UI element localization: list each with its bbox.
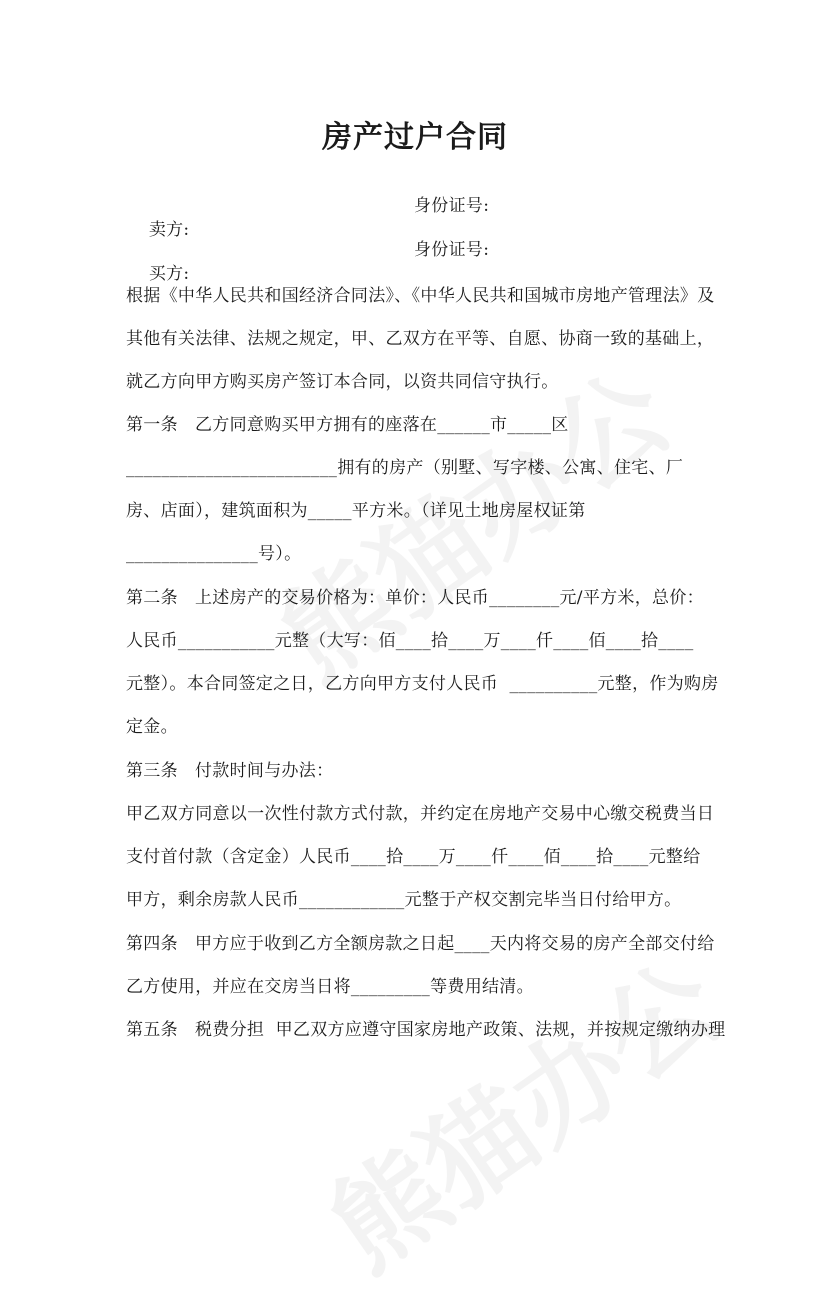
article-5: 第五条 税费分担 甲乙双方应遵守国家房地产政策、法规，并按规定缴纳办理 [126, 1020, 726, 1040]
body-line: 根据《中华人民共和国经济合同法》、《中华人民共和国城市房地产管理法》及 [126, 286, 715, 306]
article-3: 第三条 付款时间与办法： [126, 761, 334, 781]
body-line: 甲方，剩余房款人民币____________元整于产权交割完毕当日付给甲方。 [126, 890, 682, 910]
body-line: 支付首付款（含定金）人民币____拾____万____仟____佰____拾____元整给 [126, 847, 701, 867]
article-2: 第二条 上述房产的交易价格为：单价：人民币________元/平方米，总价： [126, 588, 704, 608]
body-line: 房、店面），建筑面积为_____平方米。（详见土地房屋权证第 [126, 501, 586, 521]
body-line: _______________号）。 [126, 544, 302, 564]
buyer-label: 买方: [148, 264, 190, 284]
article-4: 第四条 甲方应于收到乙方全额房款之日起____天内将交易的房产全部交付给 [126, 934, 715, 954]
seller-id-label: 身份证号: [414, 196, 490, 216]
body-line: 乙方使用，并应在交房当日将_________等费用结清。 [126, 977, 534, 997]
body-line: 就乙方向甲方购买房产签订本合同，以资共同信守执行。 [126, 372, 559, 392]
seller-label: 卖方: [148, 220, 190, 240]
body-line: 其他有关法律、法规之规定，甲、乙双方在平等、自愿、协商一致的基础上， [126, 329, 715, 349]
buyer-id-label: 身份证号: [414, 240, 490, 260]
body-line: 定金。 [126, 717, 178, 737]
document-title: 房产过户合同 [322, 120, 508, 155]
body-line: ________________________拥有的房产（别墅、写字楼、公寓、住宅、厂 [126, 458, 684, 478]
body-line: 元整）。本合同签定之日，乙方向甲方支付人民币 __________元整，作为购房 [126, 674, 719, 694]
article-1: 第一条 乙方同意购买甲方拥有的座落在______市_____区 [126, 415, 569, 435]
body-line: 人民币___________元整（大写：佰____拾____万____仟____佰____拾____ [126, 631, 694, 651]
body-line: 甲乙双方同意以一次性付款方式付款，并约定在房地产交易中心缴交税费当日 [126, 804, 715, 824]
